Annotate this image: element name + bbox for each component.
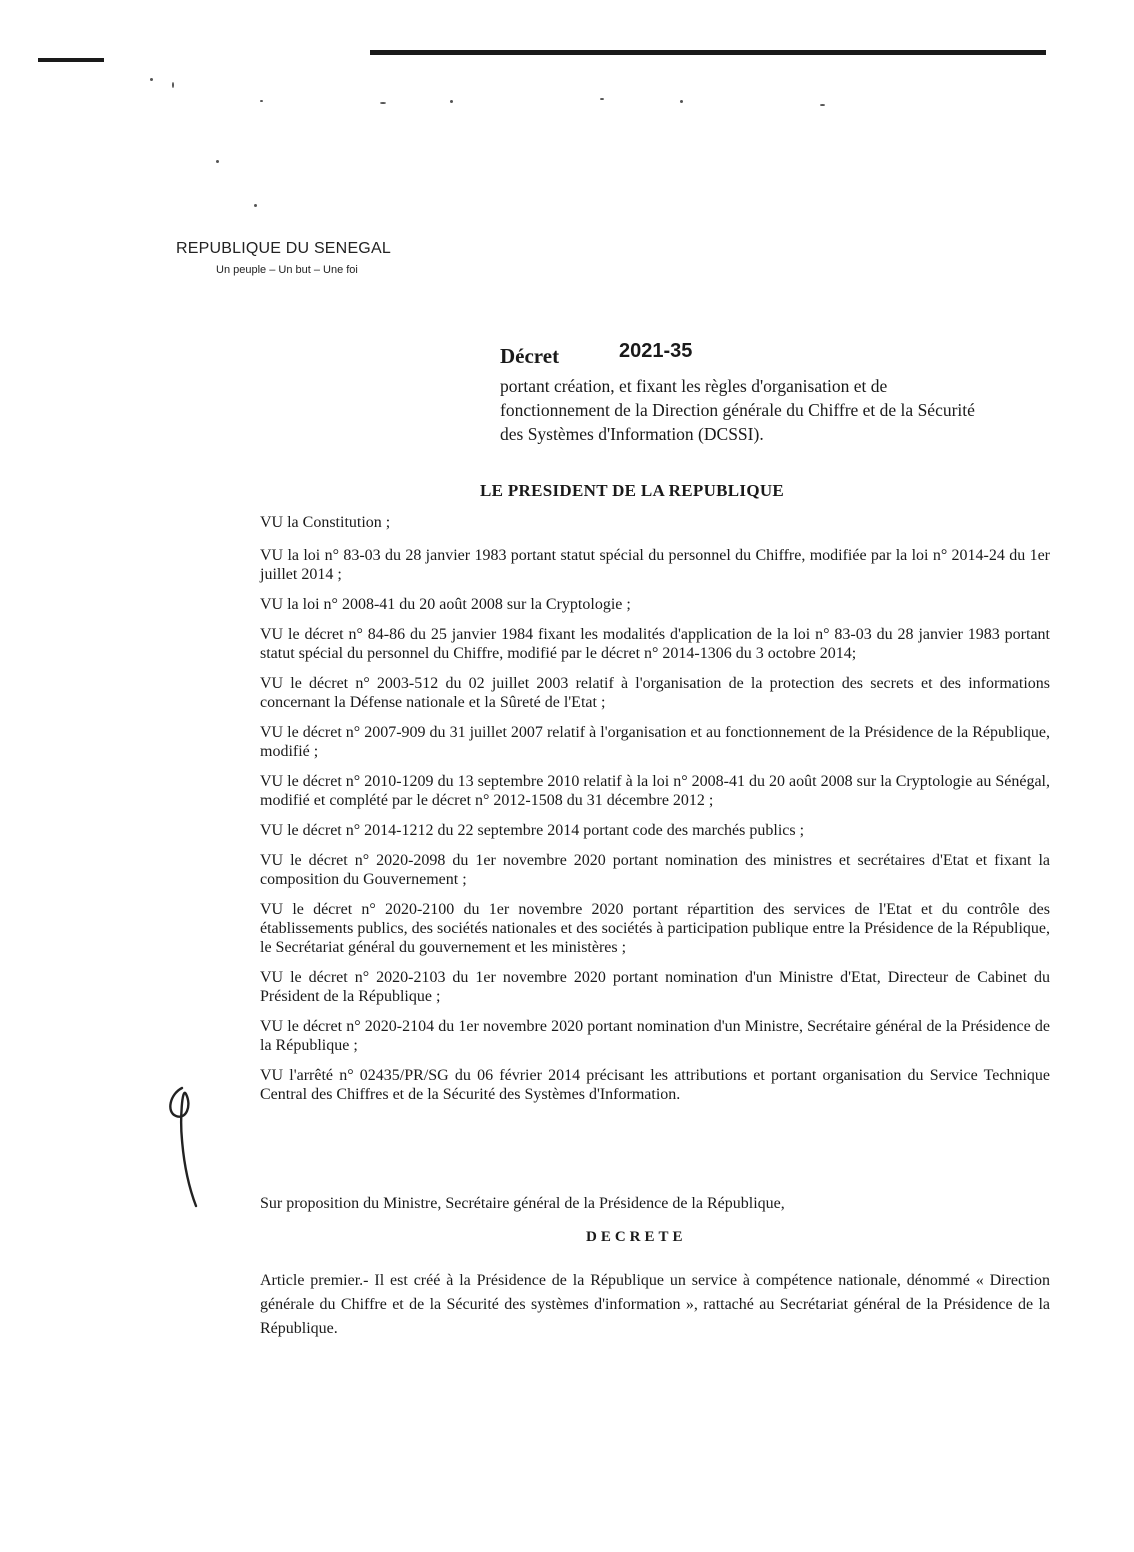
scan-mark-top: [370, 50, 1046, 55]
handwritten-initials: [152, 1080, 212, 1210]
visa-item: VU le décret n° 84-86 du 25 janvier 1984 fixant les modalités d'application de la loi n° 83-03 du 28 janvier 1983 portant statut spécial du personnel du Chiffre, modifié par le décret n° 2014-1306 du 3 octobre 2014;: [260, 626, 1050, 662]
visa-item: VU l'arrêté n° 02435/PR/SG du 06 février 2014 précisant les attributions et portant organisation du Service Technique Central des Chiffres et de la Sécurité des Systèmes d'Information.: [260, 1067, 1050, 1103]
visa-item: VU le décret n° 2007-909 du 31 juillet 2007 relatif à l'organisation et au fonctionnement de la Présidence de la République, modifié ;: [260, 724, 1050, 760]
visa-item: VU le décret n° 2010-1209 du 13 septembre 2010 relatif à la loi n° 2008-41 du 20 août 2008 sur la Cryptologie au Sénégal, modifié et complété par le décret n° 2012-1508 du 31 décembre 2012 ;: [260, 773, 1050, 809]
scan-noise: [120, 70, 980, 230]
visas-list: [260, 513, 1050, 1104]
visa-item: VU le décret n° 2020-2103 du 1er novembre 2020 portant nomination d'un Ministre d'Etat, Directeur de Cabinet du Président de la République ;: [260, 969, 1050, 1005]
visa-item: VU le décret n° 2014-1212 du 22 septembre 2014 portant code des marchés publics ;: [260, 822, 805, 839]
visa-item: VU le décret n° 2003-512 du 02 juillet 2003 relatif à l'organisation de la protection des secrets et des informations concernant la Défense nationale et la Sûreté de l'Etat ;: [260, 675, 1050, 711]
decree-label: Décret: [500, 344, 560, 368]
decrete-heading: DECRETE: [586, 1229, 687, 1245]
article-text: Il est créé à la Présidence de la République un service à compétence nationale, dénommé « Direction générale du Chiffre et de la Sécurité des systèmes d'information », rattaché au Secrétariat général de la Présidence de la République.: [260, 1272, 1050, 1337]
visa-item: VU la loi n° 2008-41 du 20 août 2008 sur la Cryptologie ;: [260, 596, 631, 613]
visa-item: VU le décret n° 2020-2100 du 1er novembre 2020 portant répartition des services de l'Etat et du contrôle des établissements publics, des sociétés nationales et des sociétés à participation publique entre la Présidence de la République, le Secrétariat général du gouvernement et les ministères ;: [260, 901, 1050, 956]
scan-mark-left: [38, 58, 104, 62]
decree-object: portant création, et fixant les règles d'organisation et de fonctionnement de la Direction générale du Chiffre et de la Sécurité des Systèmes d'Information (DCSSI).: [500, 376, 975, 444]
article-label: Article premier.-: [260, 1272, 369, 1289]
visa-item: VU le décret n° 2020-2098 du 1er novembre 2020 portant nomination des ministres et secrétaires d'Etat et fixant la composition du Gouvernement ;: [260, 852, 1050, 888]
proposition-line: Sur proposition du Ministre, Secrétaire général de la Présidence de la République,: [260, 1195, 785, 1212]
visa-item: VU la Constitution ;: [260, 514, 391, 531]
country-name: REPUBLIQUE DU SENEGAL: [176, 240, 391, 257]
decree-number: 2021-35: [619, 340, 693, 362]
visa-item: VU la loi n° 83-03 du 28 janvier 1983 portant statut spécial du personnel du Chiffre, modifiée par la loi n° 2014-24 du 1er juillet 2014 ;: [260, 547, 1050, 583]
article-first: [260, 1269, 1050, 1341]
visa-item: VU le décret n° 2020-2104 du 1er novembre 2020 portant nomination d'un Ministre, Secrétaire général de la Présidence de la République ;: [260, 1018, 1050, 1054]
national-motto: Un peuple – Un but – Une foi: [216, 264, 358, 276]
authority-heading: LE PRESIDENT DE LA REPUBLIQUE: [480, 481, 785, 500]
